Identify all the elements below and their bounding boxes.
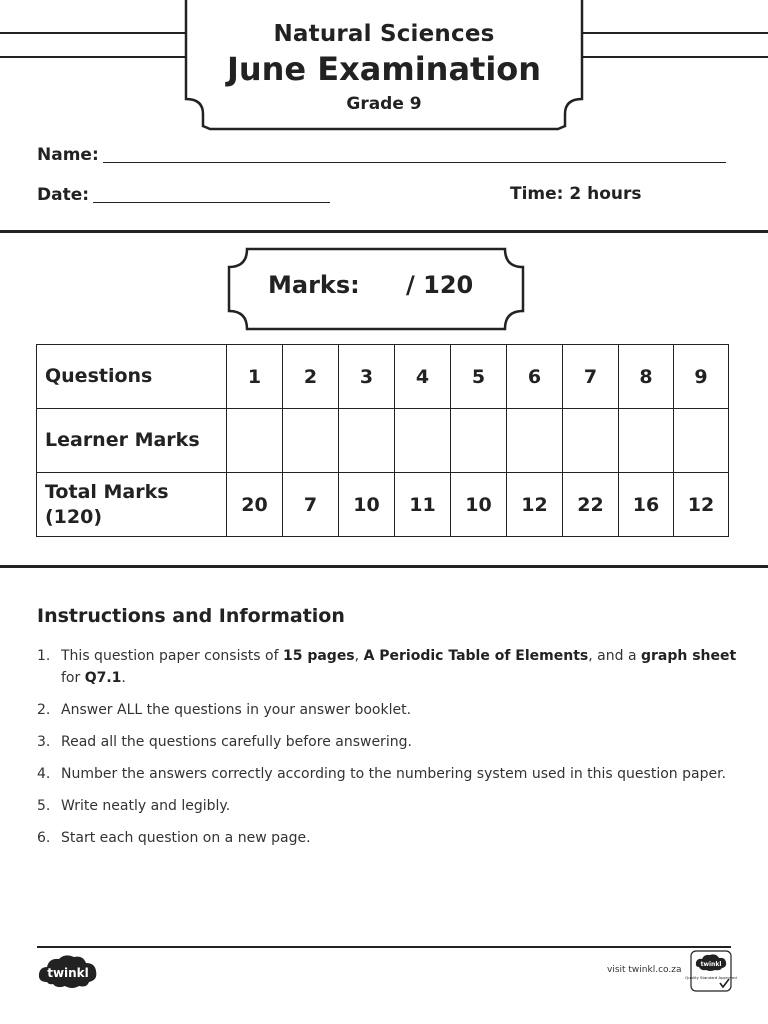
- learner-mark-cell[interactable]: [283, 409, 339, 473]
- logo-text: twinkl: [47, 966, 89, 980]
- instruction-bold: 15 pages: [282, 648, 355, 664]
- instruction-text: Read all the questions carefully before answering.: [61, 734, 412, 750]
- total-mark-cell: 12: [674, 473, 729, 537]
- grade-label: Grade 9: [346, 94, 422, 114]
- learner-mark-cell[interactable]: [563, 409, 619, 473]
- marks-plaque: [225, 247, 527, 331]
- question-number: 2: [283, 345, 339, 409]
- instruction-bold: graph sheet: [640, 648, 737, 664]
- instructions-heading: Instructions and Information: [37, 605, 345, 627]
- total-mark-cell: 10: [339, 473, 395, 537]
- learner-mark-cell[interactable]: [507, 409, 563, 473]
- header-line-right-bottom: [582, 56, 768, 58]
- exam-title: June Examination: [226, 50, 542, 88]
- instruction-item: [37, 827, 737, 849]
- learner-mark-cell[interactable]: [619, 409, 674, 473]
- instruction-item: [37, 645, 737, 689]
- learner-mark-cell[interactable]: [451, 409, 507, 473]
- date-field[interactable]: [93, 202, 330, 203]
- instruction-text: Number the answers correctly according to the numbering system used in this question paper.: [61, 766, 726, 782]
- instructions-list: [37, 645, 737, 859]
- question-number: 1: [227, 345, 283, 409]
- total-mark-cell: 12: [507, 473, 563, 537]
- instruction-item: [37, 731, 737, 753]
- instruction-text: This question paper consists of: [61, 648, 283, 664]
- footer-divider: [37, 946, 731, 948]
- row-header-total-marks: Total Marks (120): [37, 473, 227, 537]
- total-mark-cell: 16: [619, 473, 674, 537]
- instruction-text: ,: [354, 648, 364, 664]
- questions-row: [37, 345, 729, 409]
- name-label: Name:: [37, 145, 99, 165]
- time-label: Time: 2 hours: [510, 184, 642, 204]
- quality-badge: [685, 950, 737, 992]
- instruction-bold: Q7.1: [84, 670, 122, 686]
- instruction-item: [37, 699, 737, 721]
- divider-middle: [0, 565, 768, 568]
- instruction-number: 3.: [37, 734, 51, 750]
- name-field[interactable]: [103, 162, 726, 163]
- instruction-number: 5.: [37, 798, 51, 814]
- badge-caption: Quality Standard Approved: [685, 975, 737, 980]
- header-line-left-top: [0, 32, 186, 34]
- subject-title: Natural Sciences: [273, 21, 495, 47]
- question-number: 4: [395, 345, 451, 409]
- instruction-text: Answer ALL the questions in your answer booklet.: [61, 702, 412, 718]
- badge-logo-text: twinkl: [700, 961, 722, 968]
- instruction-text: Write neatly and legibly.: [61, 798, 231, 814]
- divider-top: [0, 230, 768, 233]
- header-line-left-bottom: [0, 56, 186, 58]
- quality-badge-icon: [685, 950, 737, 992]
- learner-marks-row: [37, 409, 729, 473]
- instruction-number: 2.: [37, 702, 51, 718]
- instruction-number: 4.: [37, 766, 51, 782]
- question-number: 6: [507, 345, 563, 409]
- title-plaque: [183, 0, 585, 131]
- instruction-text: for: [61, 670, 85, 686]
- question-number: 3: [339, 345, 395, 409]
- instruction-text: .: [121, 670, 126, 686]
- twinkl-logo[interactable]: [37, 952, 99, 990]
- row-header-questions: Questions: [37, 345, 227, 409]
- marks-label: Marks:: [268, 271, 360, 299]
- instruction-bold: A Periodic Table of Elements: [363, 648, 589, 664]
- header-line-right-top: [582, 32, 768, 34]
- learner-mark-cell[interactable]: [674, 409, 729, 473]
- learner-mark-cell[interactable]: [227, 409, 283, 473]
- total-mark-cell: 20: [227, 473, 283, 537]
- instruction-number: 6.: [37, 830, 51, 846]
- learner-mark-cell[interactable]: [339, 409, 395, 473]
- question-number: 9: [674, 345, 729, 409]
- total-mark-cell: 10: [451, 473, 507, 537]
- total-mark-cell: 7: [283, 473, 339, 537]
- question-number: 8: [619, 345, 674, 409]
- learner-mark-cell[interactable]: [395, 409, 451, 473]
- marks-total: / 120: [406, 271, 474, 299]
- question-number: 5: [451, 345, 507, 409]
- total-mark-cell: 11: [395, 473, 451, 537]
- row-header-learner-marks: Learner Marks: [37, 409, 227, 473]
- instruction-number: 1.: [37, 648, 51, 664]
- total-marks-row: [37, 473, 729, 537]
- total-mark-cell: 22: [563, 473, 619, 537]
- instruction-item: [37, 795, 737, 817]
- visit-link[interactable]: visit twinkl.co.za: [607, 965, 682, 975]
- cloud-icon: [37, 952, 99, 990]
- instruction-item: [37, 763, 737, 785]
- marks-table: [36, 344, 729, 537]
- instruction-text: Start each question on a new page.: [61, 830, 311, 846]
- date-label: Date:: [37, 185, 90, 205]
- question-number: 7: [563, 345, 619, 409]
- instruction-text: , and a: [588, 648, 641, 664]
